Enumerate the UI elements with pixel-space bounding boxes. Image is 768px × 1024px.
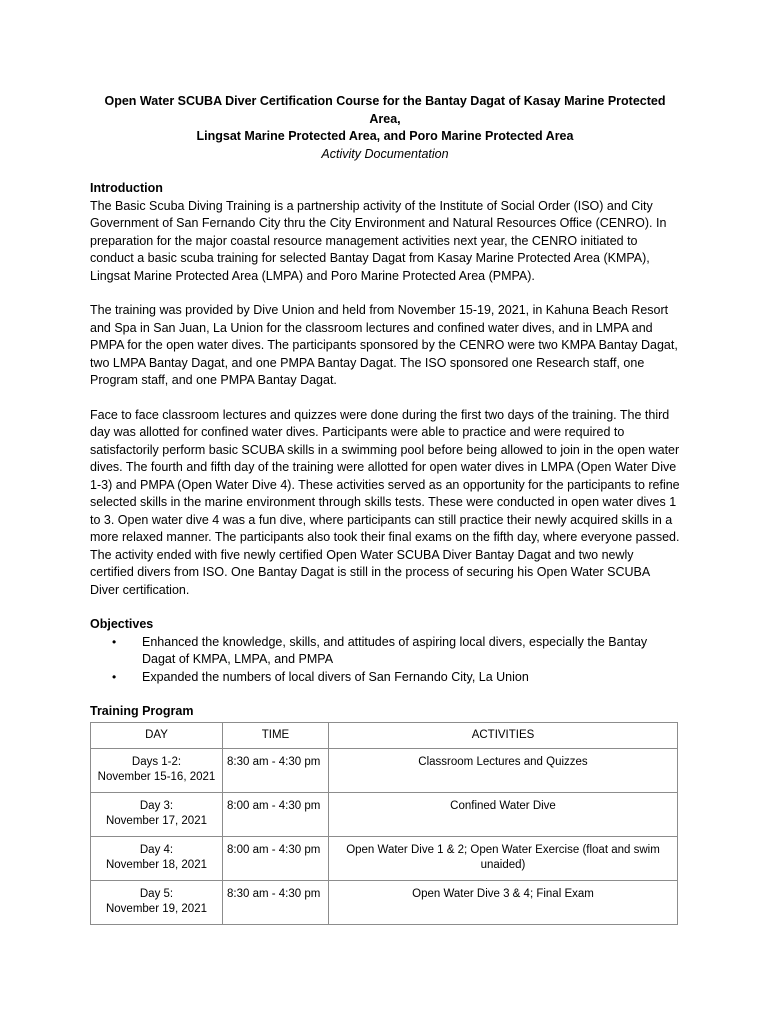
objective-text-2: Expanded the numbers of local divers of San Fernando City, La Union bbox=[142, 669, 529, 684]
intro-paragraph-3: Face to face classroom lectures and quizzes were done during the first two days of the training. The third day was allotted for confined water dives. Participants were able to practice and were required to satisfactorily perform basic SCUBA skills in a swimming pool before being allowed to join in the open water dives. The fourth and fifth day of the training were allotted for open water dives in LMPA (Open Water Dive 1-3) and PMPA (Open Water Dive 4). These activities served as an opportunity for the participants to refine selected skills in the marine environment through skills tests. These were conducted in open water dives 1 to 3. Open water dive 4 was a fun dive, where participants can still practice their newly acquired skills in a more relaxed manner. The participants also took their final exams on the fifth day, where everyone passed. The activity ended with five newly certified Open Water SCUBA Diver Bantay Dagat and two newly certified divers from ISO. One Bantay Dagat is still in the process of securing his Open Water SCUBA Diver certification. bbox=[90, 407, 680, 597]
document-title bbox=[90, 93, 680, 146]
time-cell: 8:00 am - 4:30 pm bbox=[223, 792, 329, 836]
objectives-list bbox=[90, 634, 680, 687]
day-cell bbox=[91, 748, 223, 792]
activities-cell: Open Water Dive 1 & 2; Open Water Exercise (float and swim unaided) bbox=[329, 836, 678, 880]
table-row bbox=[91, 836, 678, 880]
day-label: Days 1-2: bbox=[131, 755, 182, 768]
title-line-1: Open Water SCUBA Diver Certification Course for the Bantay Dagat of Kasay Marine Protected Area, bbox=[104, 94, 666, 126]
day-cell bbox=[91, 880, 223, 924]
objective-item-1 bbox=[90, 634, 680, 669]
day-cell bbox=[91, 836, 223, 880]
time-cell: 8:00 am - 4:30 pm bbox=[223, 836, 329, 880]
day-date: November 18, 2021 bbox=[105, 859, 207, 871]
activities-cell: Open Water Dive 3 & 4; Final Exam bbox=[329, 880, 678, 924]
document-subtitle: Activity Documentation bbox=[321, 146, 449, 161]
intro-paragraph-2: The training was provided by Dive Union and held from November 15-19, 2021, in Kahuna Beach Resort and Spa in San Juan, La Union for the classroom lectures and confined water dives, and in LMPA and PMPA for the open water dives. The participants sponsored by the CENRO were two KMPA Bantay Dagat, two LMPA Bantay Dagat, and one PMPA Bantay Dagat. The ISO sponsored one Research staff, one Program staff, and one PMPA Bantay Dagat. bbox=[90, 303, 678, 387]
column-header-time: TIME bbox=[223, 722, 329, 748]
intro-paragraph-1: The Basic Scuba Diving Training is a partnership activity of the Institute of Social Order (ISO) and City Government of San Fernando City thru the City Environment and Natural Resources Office (CENRO). In preparation for the major coastal resource management activities next year, the CENRO initiated to conduct a basic scuba training for selected Bantay Dagat from Kasay Marine Protected Area (KMPA), Lingsat Marine Protected Area (LMPA) and Poro Marine Protected Area (PMPA). bbox=[90, 198, 667, 283]
day-date: November 19, 2021 bbox=[105, 903, 207, 915]
training-program-table bbox=[90, 722, 678, 925]
table-row bbox=[91, 748, 678, 792]
bullet-icon: • bbox=[112, 669, 117, 684]
document-page bbox=[90, 93, 680, 925]
objective-text-1: Enhanced the knowledge, skills, and attitudes of aspiring local divers, especially the Bantay Dagat of KMPA, LMPA, and PMPA bbox=[142, 634, 648, 666]
table-row bbox=[91, 792, 678, 836]
activities-cell: Classroom Lectures and Quizzes bbox=[329, 748, 678, 792]
day-label: Day 3: bbox=[139, 799, 174, 812]
bullet-icon: • bbox=[112, 634, 117, 649]
activities-cell: Confined Water Dive bbox=[329, 792, 678, 836]
column-header-day: DAY bbox=[91, 722, 223, 748]
day-date: November 17, 2021 bbox=[105, 815, 207, 827]
table-header-row bbox=[91, 722, 678, 748]
day-cell bbox=[91, 792, 223, 836]
day-date: November 15-16, 2021 bbox=[97, 771, 216, 783]
day-label: Day 4: bbox=[139, 843, 174, 856]
introduction-heading: Introduction bbox=[90, 181, 163, 195]
time-cell: 8:30 am - 4:30 pm bbox=[223, 880, 329, 924]
time-cell: 8:30 am - 4:30 pm bbox=[223, 748, 329, 792]
table-row bbox=[91, 880, 678, 924]
title-line-2: Lingsat Marine Protected Area, and Poro Marine Protected Area bbox=[196, 129, 574, 143]
column-header-activities: ACTIVITIES bbox=[329, 722, 678, 748]
objectives-heading: Objectives bbox=[90, 617, 154, 631]
objective-item-2 bbox=[90, 669, 680, 687]
training-program-heading: Training Program bbox=[90, 704, 194, 718]
day-label: Day 5: bbox=[139, 887, 174, 900]
